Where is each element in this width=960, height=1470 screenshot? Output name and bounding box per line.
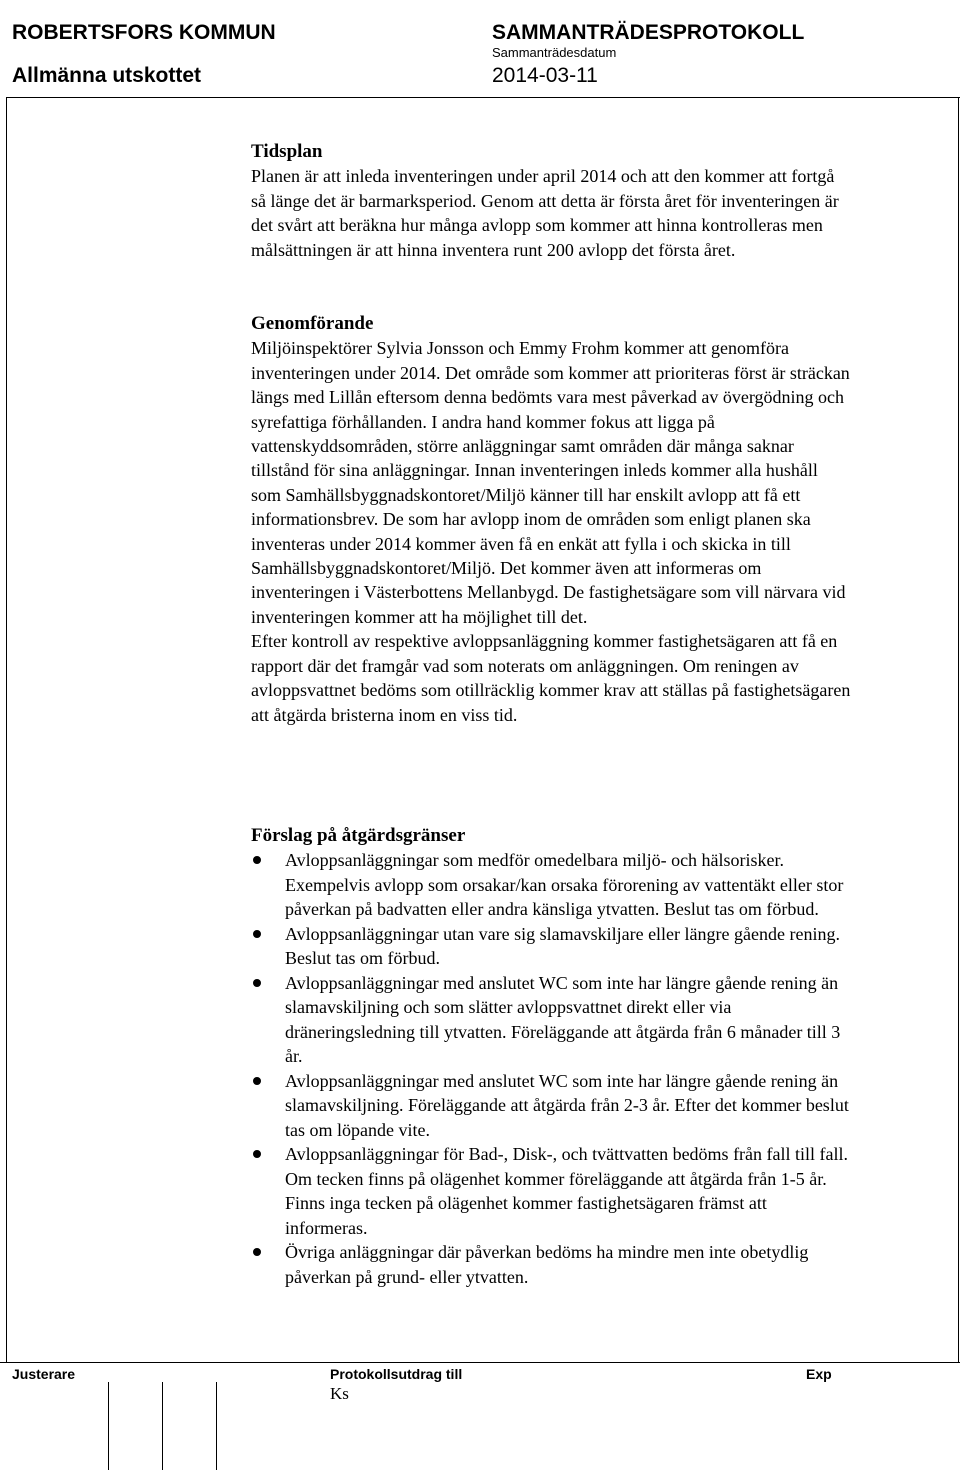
section-forslag bbox=[251, 824, 851, 1289]
forslag-list bbox=[251, 848, 851, 1289]
page-frame-top bbox=[6, 97, 960, 98]
page-frame-right bbox=[958, 97, 959, 1362]
bullet-icon bbox=[253, 1077, 261, 1085]
forslag-heading: Förslag på åtgärdsgränser bbox=[251, 825, 466, 846]
bullet-icon bbox=[253, 1150, 261, 1158]
footer-exp-label: Exp bbox=[806, 1366, 832, 1382]
list-item: Avloppsanläggningar som medför omedelbara miljö- och hälsorisker. Exempelvis avlopp som orsakar/kan orsaka förorening av vattentäkt eller stor påverkan på badvatten eller andra känsliga ytvatten. Beslut tas om förbud. bbox=[251, 848, 851, 922]
signature-box-divider bbox=[216, 1382, 217, 1470]
signature-box-divider bbox=[108, 1382, 109, 1470]
bullet-icon bbox=[253, 930, 261, 938]
list-item: Avloppsanläggningar med anslutet WC som inte har längre gående rening än slamavskiljning och som slätter avloppsvattnet direkt eller via dräneringsledning till ytvatten. Föreläggande att åtgärda från 6 månader till 3 år. bbox=[251, 971, 851, 1069]
genomforande-heading: Genomförande bbox=[251, 313, 374, 334]
footer-protokollsutdrag-label: Protokollsutdrag till bbox=[330, 1366, 463, 1382]
footer-justerare-label: Justerare bbox=[12, 1366, 76, 1382]
section-tidsplan bbox=[251, 140, 851, 262]
bullet-icon bbox=[253, 1248, 261, 1256]
footer-divider bbox=[0, 1362, 960, 1363]
tidsplan-text: Planen är att inleda inventeringen under april 2014 och att den kommer att fortgå så länge det är barmarksperiod. Genom att detta är första året för inventeringen är det svårt att beräkna hur många avlopp som kommer att hinna kontrolleras men målsättningen är att hinna inventera runt 200 avlopp det första året. bbox=[251, 166, 839, 260]
section-genomforande bbox=[251, 312, 851, 727]
document-type: SAMMANTRÄDESPROTOKOLL bbox=[492, 21, 805, 44]
footer-recipient: Ks bbox=[330, 1384, 349, 1403]
list-item: Avloppsanläggningar med anslutet WC som inte har längre gående rening än slamavskiljning. Föreläggande att åtgärda från 2-3 år. Efter det kommer beslut tas om löpande vite. bbox=[251, 1069, 851, 1143]
list-item: Avloppsanläggningar utan vare sig slamavskiljare eller längre gående rening. Beslut tas om förbud. bbox=[251, 922, 851, 971]
meeting-date: 2014-03-11 bbox=[492, 64, 598, 87]
genomforande-paragraph-2: Efter kontroll av respektive avloppsanläggning kommer fastighetsägaren att få en rapport där det framgår vad som noterats om anläggningen. Om reningen av avloppsvattnet bedöms som otillräcklig kommer krav att ställas på fastighetsägaren att åtgärda bristerna inom en viss tid. bbox=[251, 631, 851, 725]
genomforande-paragraph-1: Miljöinspektörer Sylvia Jonsson och Emmy Frohm kommer att genomföra inventeringen under 2014. Det område som kommer att prioriteras först är sträckan längs med Lillån eftersom denna bedömts vara mest påverkad av övergödning och syrefattiga förhållanden. I andra hand kommer fokus att ligga på vattenskyddsområden, större anläggningar samt områden där många saknar tillstånd för sina anläggningar. Innan inventeringen inleds kommer alla hushåll som Samhällsbyggnadskontoret/Miljö känner till har enskilt avlopp att få ett informationsbrev. De som har avlopp inom de områden som enligt planen ska inventeras under 2014 kommer även få en enkät att fylla i och skicka in till Samhällsbyggnadskontoret/Miljö. Det kommer även att informeras om inventeringen i Västerbottens Mellanbygd. De fastighetsägare som vill närvara vid inventeringen kommer att ha möjlighet till det. bbox=[251, 338, 850, 627]
list-item: Avloppsanläggningar för Bad-, Disk-, och tvättvatten bedöms från fall till fall. Om tecken finns på olägenhet kommer föreläggande att åtgärda från 1-5 år. Finns inga tecken på olägenhet kommer fastighetsägaren främst att informeras. bbox=[251, 1142, 851, 1240]
municipality-name: ROBERTSFORS KOMMUN bbox=[12, 21, 276, 44]
page-frame-left bbox=[6, 97, 7, 1362]
committee-name: Allmänna utskottet bbox=[12, 64, 202, 87]
signature-box-divider bbox=[162, 1382, 163, 1470]
bullet-icon bbox=[253, 979, 261, 987]
list-item: Övriga anläggningar där påverkan bedöms ha mindre men inte obetydlig påverkan på grund- eller ytvatten. bbox=[251, 1240, 851, 1289]
date-label: Sammanträdesdatum bbox=[492, 45, 617, 60]
bullet-icon bbox=[253, 856, 261, 864]
tidsplan-heading: Tidsplan bbox=[251, 141, 323, 162]
